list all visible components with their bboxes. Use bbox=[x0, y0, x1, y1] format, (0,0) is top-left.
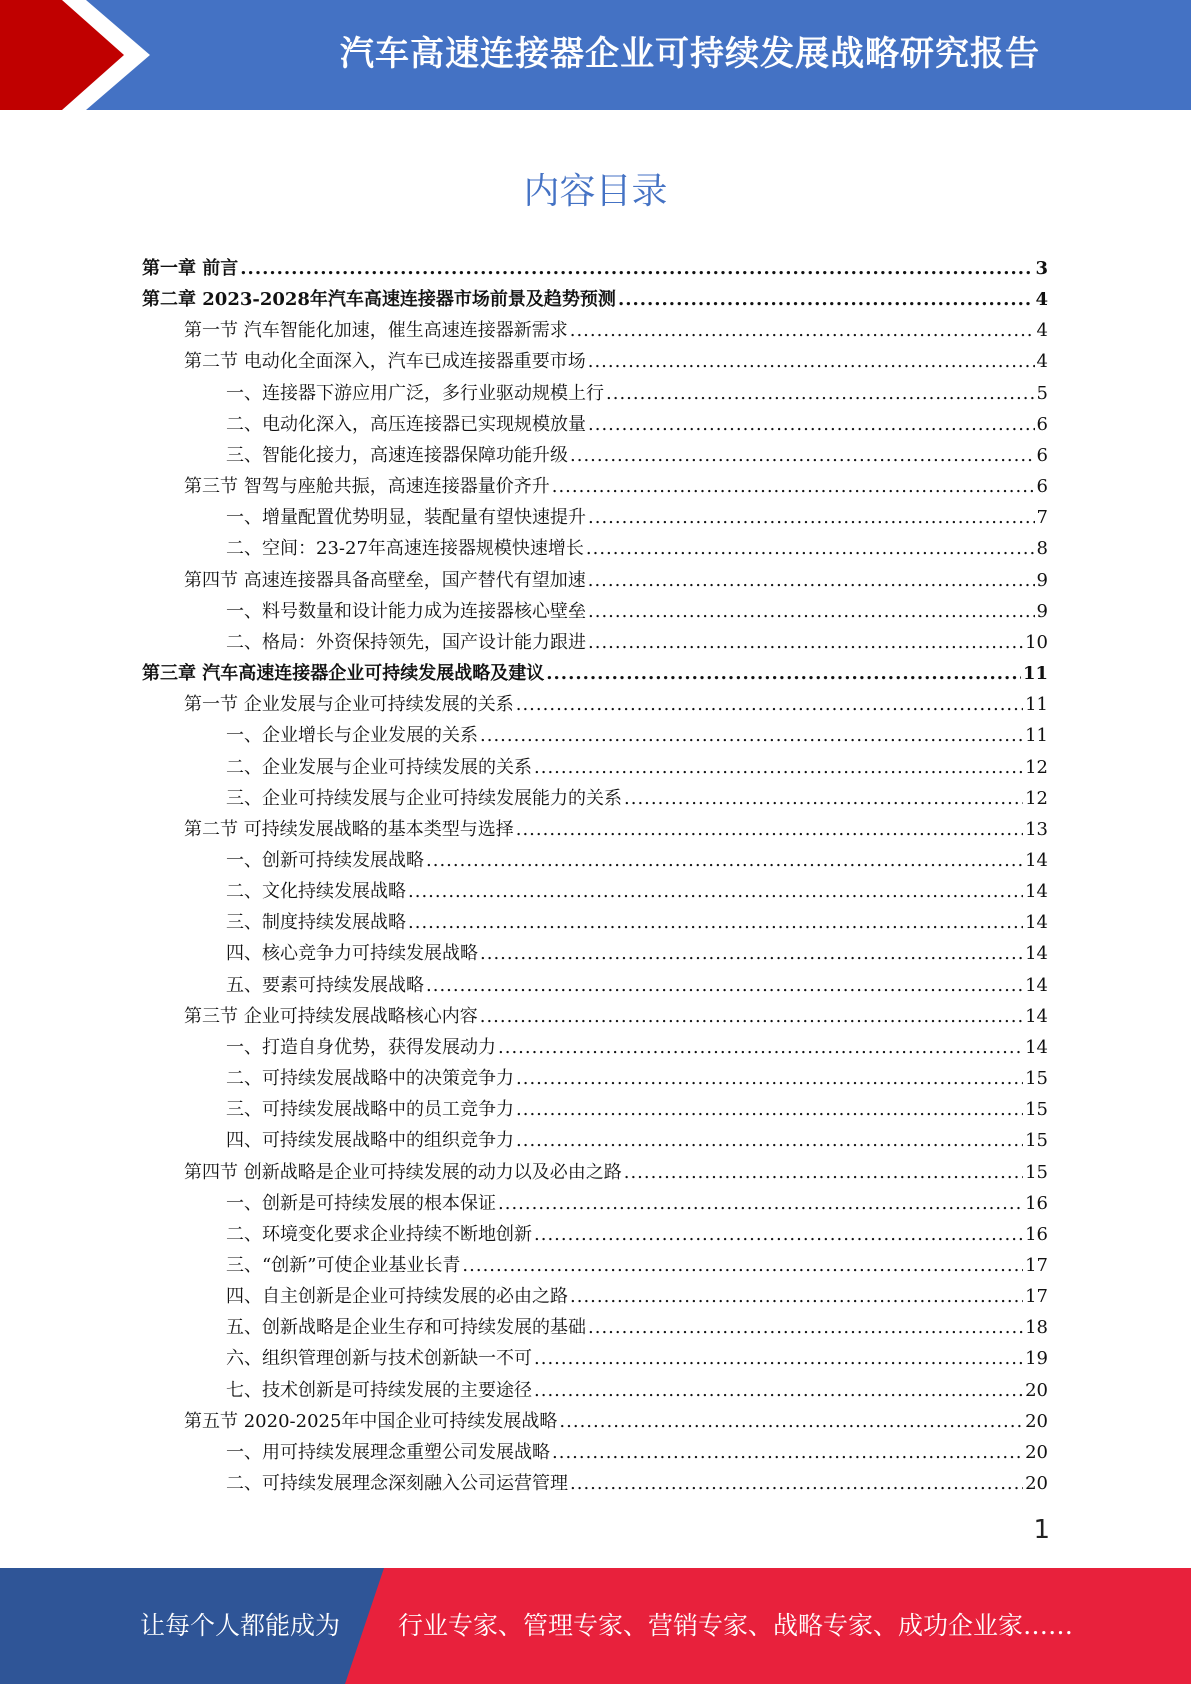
toc-entry[interactable] bbox=[142, 1407, 1048, 1438]
toc-leader-dots bbox=[480, 943, 1023, 964]
toc-entry-title: 第二节 可持续发展战略的基本类型与选择 bbox=[184, 818, 514, 840]
toc-leader-dots bbox=[586, 538, 1035, 559]
toc-entry-page: 14 bbox=[1025, 974, 1048, 996]
toc-entry[interactable] bbox=[142, 753, 1048, 784]
toc-entry-title: 一、连接器下游应用广泛，多行业驱动规模上行 bbox=[226, 382, 604, 404]
toc-entry[interactable] bbox=[142, 784, 1048, 815]
toc-entry-page: 20 bbox=[1025, 1379, 1048, 1401]
toc-leader-dots bbox=[588, 351, 1035, 372]
toc-entry[interactable] bbox=[142, 659, 1048, 690]
page-number: 1 bbox=[1033, 1515, 1050, 1545]
toc-entry[interactable] bbox=[142, 472, 1048, 503]
toc-entry-title: 第二章 2023-2028年汽车高速连接器市场前景及趋势预测 bbox=[142, 289, 616, 311]
toc-entry-title: 三、制度持续发展战略 bbox=[226, 912, 406, 934]
footer-slogan-right: 行业专家、管理专家、营销专家、战略专家、成功企业家…… bbox=[398, 1611, 1074, 1640]
toc-leader-dots bbox=[240, 258, 1033, 279]
footer-banner bbox=[0, 1568, 1191, 1684]
toc-entry[interactable] bbox=[142, 1282, 1048, 1313]
toc-entry-title: 二、可持续发展理念深刻融入公司运营管理 bbox=[226, 1473, 568, 1495]
toc-entry-page: 14 bbox=[1025, 1036, 1048, 1058]
toc-leader-dots bbox=[618, 289, 1034, 310]
toc-leader-dots bbox=[606, 383, 1035, 404]
toc-entry[interactable] bbox=[142, 441, 1048, 472]
toc-leader-dots bbox=[498, 1037, 1023, 1058]
toc-entry-page: 5 bbox=[1036, 382, 1048, 404]
toc-entry-page: 13 bbox=[1025, 818, 1048, 840]
report-header-banner bbox=[0, 0, 1191, 110]
toc-entry-title: 四、可持续发展战略中的组织竞争力 bbox=[226, 1130, 514, 1152]
footer-slogan-left: 让每个人都能成为 bbox=[140, 1611, 341, 1640]
toc-leader-dots bbox=[516, 694, 1023, 715]
toc-leader-dots bbox=[516, 1130, 1023, 1151]
toc-entry[interactable] bbox=[142, 1126, 1048, 1157]
toc-entry-page: 10 bbox=[1025, 631, 1048, 653]
toc-entry[interactable] bbox=[142, 721, 1048, 752]
toc-entry[interactable] bbox=[142, 379, 1048, 410]
toc-leader-dots bbox=[570, 445, 1035, 466]
toc-entry-title: 七、技术创新是可持续发展的主要途径 bbox=[226, 1379, 532, 1401]
toc-leader-dots bbox=[588, 601, 1035, 622]
toc-entry-title: 五、创新战略是企业生存和可持续发展的基础 bbox=[226, 1317, 586, 1339]
toc-entry-page: 3 bbox=[1035, 258, 1048, 279]
toc-entry-page: 8 bbox=[1036, 538, 1048, 560]
toc-entry[interactable] bbox=[142, 1438, 1048, 1469]
toc-entry[interactable] bbox=[142, 908, 1048, 939]
toc-entry[interactable] bbox=[142, 503, 1048, 534]
toc-leader-dots bbox=[516, 819, 1023, 840]
report-title: 汽车高速连接器企业可持续发展战略研究报告 bbox=[340, 34, 1040, 74]
toc-entry[interactable] bbox=[142, 1095, 1048, 1126]
toc-entry-page: 20 bbox=[1025, 1473, 1048, 1495]
toc-leader-dots bbox=[588, 414, 1035, 435]
toc-entry-title: 一、企业增长与企业发展的关系 bbox=[226, 725, 478, 747]
toc-entry[interactable] bbox=[142, 877, 1048, 908]
toc-entry-page: 17 bbox=[1025, 1255, 1048, 1276]
toc-entry-page: 14 bbox=[1025, 912, 1048, 934]
toc-leader-dots bbox=[552, 1442, 1023, 1463]
toc-leader-dots bbox=[588, 632, 1023, 653]
toc-entry-page: 20 bbox=[1025, 1441, 1048, 1463]
toc-entry-title: 二、企业发展与企业可持续发展的关系 bbox=[226, 756, 532, 778]
toc-entry-page: 14 bbox=[1025, 849, 1048, 871]
toc-entry-title: 二、可持续发展战略中的决策竞争力 bbox=[226, 1068, 514, 1090]
toc-entry-title: 第一章 前言 bbox=[142, 258, 239, 279]
toc-entry-title: 二、环境变化要求企业持续不断地创新 bbox=[226, 1223, 532, 1245]
toc-leader-dots bbox=[624, 788, 1023, 809]
toc-entry-page: 4 bbox=[1035, 289, 1048, 311]
toc-entry-page: 16 bbox=[1025, 1192, 1048, 1214]
toc-entry-page: 16 bbox=[1025, 1223, 1048, 1245]
toc-entry-title: 四、自主创新是企业可持续发展的必由之路 bbox=[226, 1286, 568, 1308]
toc-entry-title: 第三章 汽车高速连接器企业可持续发展战略及建议 bbox=[142, 663, 545, 685]
toc-entry-page: 19 bbox=[1025, 1348, 1048, 1370]
toc-leader-dots bbox=[408, 912, 1023, 933]
toc-entry-title: 第二节 电动化全面深入，汽车已成连接器重要市场 bbox=[184, 351, 586, 373]
toc-leader-dots bbox=[624, 1162, 1023, 1183]
toc-entry[interactable] bbox=[142, 939, 1048, 970]
toc-entry[interactable] bbox=[142, 316, 1048, 347]
toc-entry-title: 二、格局：外资保持领先，国产设计能力跟进 bbox=[226, 631, 586, 653]
toc-leader-dots bbox=[588, 570, 1035, 591]
toc-entry-title: 三、“创新”可使企业基业长青 bbox=[226, 1255, 461, 1276]
toc-entry[interactable] bbox=[142, 1376, 1048, 1407]
toc-entry-page: 4 bbox=[1036, 351, 1048, 373]
toc-entry-title: 第四节 高速连接器具备高壁垒，国产替代有望加速 bbox=[184, 569, 586, 591]
toc-entry-title: 二、空间：23-27年高速连接器规模快速增长 bbox=[226, 538, 584, 560]
toc-leader-dots bbox=[462, 1255, 1023, 1276]
toc-entry-title: 一、增量配置优势明显，装配量有望快速提升 bbox=[226, 507, 586, 529]
toc-entry-title: 一、打造自身优势，获得发展动力 bbox=[226, 1036, 496, 1058]
toc-entry[interactable] bbox=[142, 846, 1048, 877]
toc-entry-title: 第一节 汽车智能化加速，催生高速连接器新需求 bbox=[184, 320, 568, 342]
toc-leader-dots bbox=[426, 975, 1023, 996]
toc-leader-dots bbox=[588, 1317, 1023, 1338]
toc-leader-dots bbox=[480, 1006, 1023, 1027]
toc-leader-dots bbox=[516, 1099, 1023, 1120]
toc-leader-dots bbox=[546, 663, 1021, 684]
toc-leader-dots bbox=[534, 1348, 1023, 1369]
toc-entry-title: 一、用可持续发展理念重塑公司发展战略 bbox=[226, 1441, 550, 1463]
toc-entry[interactable] bbox=[142, 285, 1048, 316]
toc-leader-dots bbox=[408, 881, 1023, 902]
toc-entry-page: 9 bbox=[1036, 600, 1048, 622]
toc-entry-page: 11 bbox=[1025, 725, 1048, 747]
toc-leader-dots bbox=[498, 1193, 1023, 1214]
toc-entry-page: 15 bbox=[1025, 1161, 1048, 1183]
table-of-contents bbox=[142, 254, 1048, 1500]
toc-leader-dots bbox=[480, 725, 1023, 746]
toc-entry-page: 6 bbox=[1036, 413, 1048, 435]
toc-entry[interactable] bbox=[142, 971, 1048, 1002]
toc-entry-title: 二、文化持续发展战略 bbox=[226, 881, 406, 903]
toc-entry[interactable] bbox=[142, 1313, 1048, 1344]
toc-entry[interactable] bbox=[142, 1033, 1048, 1064]
toc-entry-title: 一、创新是可持续发展的根本保证 bbox=[226, 1192, 496, 1214]
toc-entry-title: 三、可持续发展战略中的员工竞争力 bbox=[226, 1099, 514, 1121]
toc-entry[interactable] bbox=[142, 1220, 1048, 1251]
toc-entry-page: 14 bbox=[1025, 881, 1048, 903]
toc-entry-title: 四、核心竞争力可持续发展战略 bbox=[226, 943, 478, 965]
toc-entry[interactable] bbox=[142, 1189, 1048, 1220]
toc-entry-page: 18 bbox=[1025, 1317, 1048, 1339]
toc-entry-title: 第三节 智驾与座舱共振，高速连接器量价齐升 bbox=[184, 476, 550, 498]
toc-entry-page: 11 bbox=[1022, 663, 1048, 685]
toc-entry[interactable] bbox=[142, 1469, 1048, 1500]
toc-entry-page: 14 bbox=[1025, 1005, 1048, 1027]
toc-entry-title: 三、智能化接力，高速连接器保障功能升级 bbox=[226, 444, 568, 466]
toc-entry-title: 五、要素可持续发展战略 bbox=[226, 974, 424, 996]
toc-entry[interactable] bbox=[142, 566, 1048, 597]
toc-entry-title: 六、组织管理创新与技术创新缺一不可 bbox=[226, 1348, 532, 1370]
toc-leader-dots bbox=[588, 507, 1035, 528]
toc-entry-title: 第五节 2020-2025年中国企业可持续发展战略 bbox=[184, 1410, 558, 1432]
toc-entry-page: 15 bbox=[1025, 1099, 1048, 1121]
toc-leader-dots bbox=[570, 1473, 1023, 1494]
toc-entry-title: 一、料号数量和设计能力成为连接器核心壁垒 bbox=[226, 600, 586, 622]
toc-entry-title: 一、创新可持续发展战略 bbox=[226, 849, 424, 871]
toc-leader-dots bbox=[552, 476, 1035, 497]
toc-leader-dots bbox=[570, 1286, 1023, 1307]
toc-entry[interactable] bbox=[142, 1344, 1048, 1375]
toc-entry-page: 17 bbox=[1025, 1286, 1048, 1308]
toc-entry[interactable] bbox=[142, 1251, 1048, 1282]
toc-entry[interactable] bbox=[142, 1064, 1048, 1095]
toc-entry[interactable] bbox=[142, 410, 1048, 441]
toc-heading: 内容目录 bbox=[523, 171, 668, 212]
toc-entry-page: 15 bbox=[1025, 1130, 1048, 1152]
toc-entry[interactable] bbox=[142, 254, 1048, 285]
toc-entry[interactable] bbox=[142, 1158, 1048, 1189]
toc-entry-page: 6 bbox=[1036, 476, 1048, 498]
toc-entry[interactable] bbox=[142, 815, 1048, 846]
toc-entry-page: 12 bbox=[1025, 787, 1048, 809]
toc-entry-page: 6 bbox=[1036, 444, 1048, 466]
toc-entry-page: 11 bbox=[1025, 694, 1048, 716]
toc-entry-title: 第四节 创新战略是企业可持续发展的动力以及必由之路 bbox=[184, 1161, 622, 1183]
toc-entry-page: 4 bbox=[1036, 320, 1048, 342]
toc-leader-dots bbox=[534, 1224, 1023, 1245]
toc-leader-dots bbox=[426, 850, 1023, 871]
toc-entry[interactable] bbox=[142, 347, 1048, 378]
toc-entry-title: 二、电动化深入，高压连接器已实现规模放量 bbox=[226, 413, 586, 435]
toc-entry-title: 三、企业可持续发展与企业可持续发展能力的关系 bbox=[226, 787, 622, 809]
toc-entry-title: 第一节 企业发展与企业可持续发展的关系 bbox=[184, 694, 514, 716]
toc-entry-page: 14 bbox=[1025, 943, 1048, 965]
toc-entry[interactable] bbox=[142, 534, 1048, 565]
toc-entry-page: 7 bbox=[1036, 507, 1048, 529]
toc-leader-dots bbox=[570, 320, 1035, 341]
toc-entry-page: 9 bbox=[1036, 569, 1048, 591]
toc-entry[interactable] bbox=[142, 628, 1048, 659]
toc-leader-dots bbox=[534, 757, 1023, 778]
toc-entry[interactable] bbox=[142, 690, 1048, 721]
toc-entry-title: 第三节 企业可持续发展战略核心内容 bbox=[184, 1005, 478, 1027]
toc-leader-dots bbox=[559, 1411, 1023, 1432]
toc-leader-dots bbox=[516, 1068, 1023, 1089]
toc-entry[interactable] bbox=[142, 1002, 1048, 1033]
toc-leader-dots bbox=[534, 1380, 1023, 1401]
toc-entry-page: 12 bbox=[1025, 756, 1048, 778]
toc-entry[interactable] bbox=[142, 597, 1048, 628]
toc-entry-page: 20 bbox=[1025, 1410, 1048, 1432]
toc-entry-page: 15 bbox=[1025, 1068, 1048, 1090]
